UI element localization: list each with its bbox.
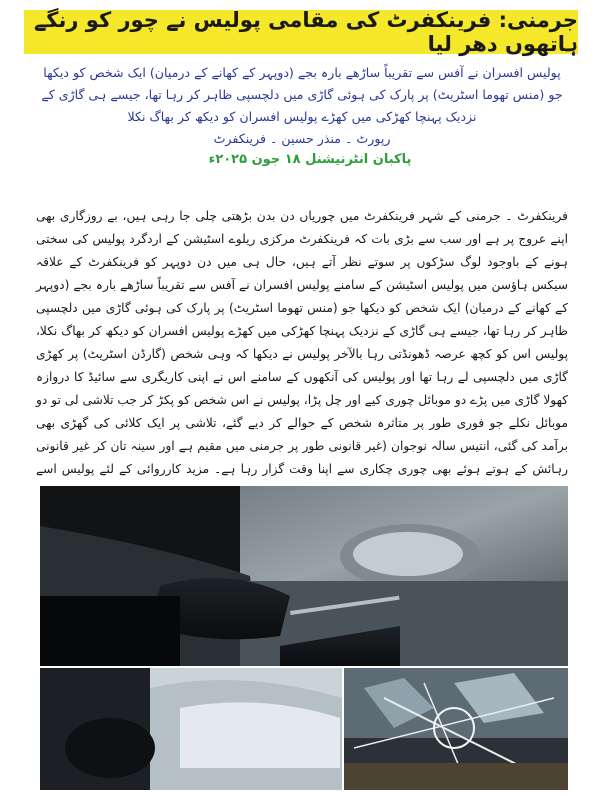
lead-block — [36, 62, 568, 150]
lead-text: پولیس افسران نے آفس سے تقریباً ساڑھے بارہ بجے (دوپہر کے کھانے کے درمیان) ایک شخص کو دیکھا جو (منس تھوما اسٹریٹ) پر پارک کی ہوئی گاڑی میں دلچسپی ظاہر کر رہا تھا، جیسے ہی گاڑی کے نزدیک پہنچا کھڑکی میں کھڑے پولیس افسران کو دیکھ کر بھاگ نکلا — [41, 65, 563, 124]
car-door-photo — [38, 666, 344, 792]
headline-banner — [24, 10, 578, 54]
smashed-window-photo — [342, 666, 570, 792]
article-body — [36, 205, 568, 504]
headline: جرمنی: فرینکفرٹ کی مقامی پولیس نے چور کو رنگے ہاتھوں دھر لیا — [33, 8, 578, 56]
body-text: فرینکفرٹ ۔ جرمنی کے شہر فرینکفرٹ میں چوریاں دن بدن بڑھتی چلی جا رہی ہیں، بے روزگاری بھی اپنے عروج پر ہے اور سب سے بڑی بات کہ فرینکفرٹ مرکزی ریلوے اسٹیشن کے اردگرد پولیس کی سختی ہونے کے باوجود لوگ سڑکوں پر سوتے نظر آتے ہیں، حال ہی میں دن دوپہر کو فرینکفرٹ کے علاقہ سیکس ہاؤسن میں پولیس اسٹیشن کے سامنے پولیس افسران نے آفس سے تقریباً ساڑھے بارہ بجے (دوپہر کے کھانے کے درمیان) ایک شخص کو دیکھا جو (منس تھوما اسٹریٹ) پر پارک کی ہوئی گاڑی میں دلچسپی ظاہر کر رہا تھا، جیسے ہی گاڑی کے نزدیک پہنچا کھڑکی میں کھڑے پولیس افسران کو دیکھ کر بھاگ نکلا، پولیس اس کو کچھ عرصہ ڈھونڈتی رہا بالآخر پولیس نے دیکھا کہ وہی شخص (گارڈن اسٹریٹ) پر کھڑی گاڑی میں دلچسپی لے رہا تھا اور پولیس کی آنکھوں کے سامنے اس نے اپنی کاریگری سے سائیڈ کا دروازہ کھولا گاڑی میں پڑے دو موبائل چوری کیے اور چل پڑا، پولیس نے اس شخص کو پکڑ کر جب تلاشی لی تو دو موبائل نکلے جو فوری طور پر متاثرہ شخص کے حوالے کر دیے گئے، تلاشی پر ایک کلائی کی گھڑی بھی برآمد کی گئی، انتیس سالہ نوجوان (غیر قانونی طور پر جرمنی میں مقیم ہے اور سینہ تان کر غیر قانونی رہائش کے ہوتے ہوئے بھی چوری چکاری سے اپنا وقت گزار رہا ہے۔ مزید کارروائی کے لئے پولیس اسے — [36, 209, 568, 476]
car-break-in-photo — [38, 484, 570, 668]
publication-line: پاکبان انٹرنیشنل ۱۸ جون ۲۰۲۵ء — [208, 152, 412, 167]
byline: رپورٹ ۔ منذر حسین ۔ فرینکفرٹ — [213, 131, 391, 146]
